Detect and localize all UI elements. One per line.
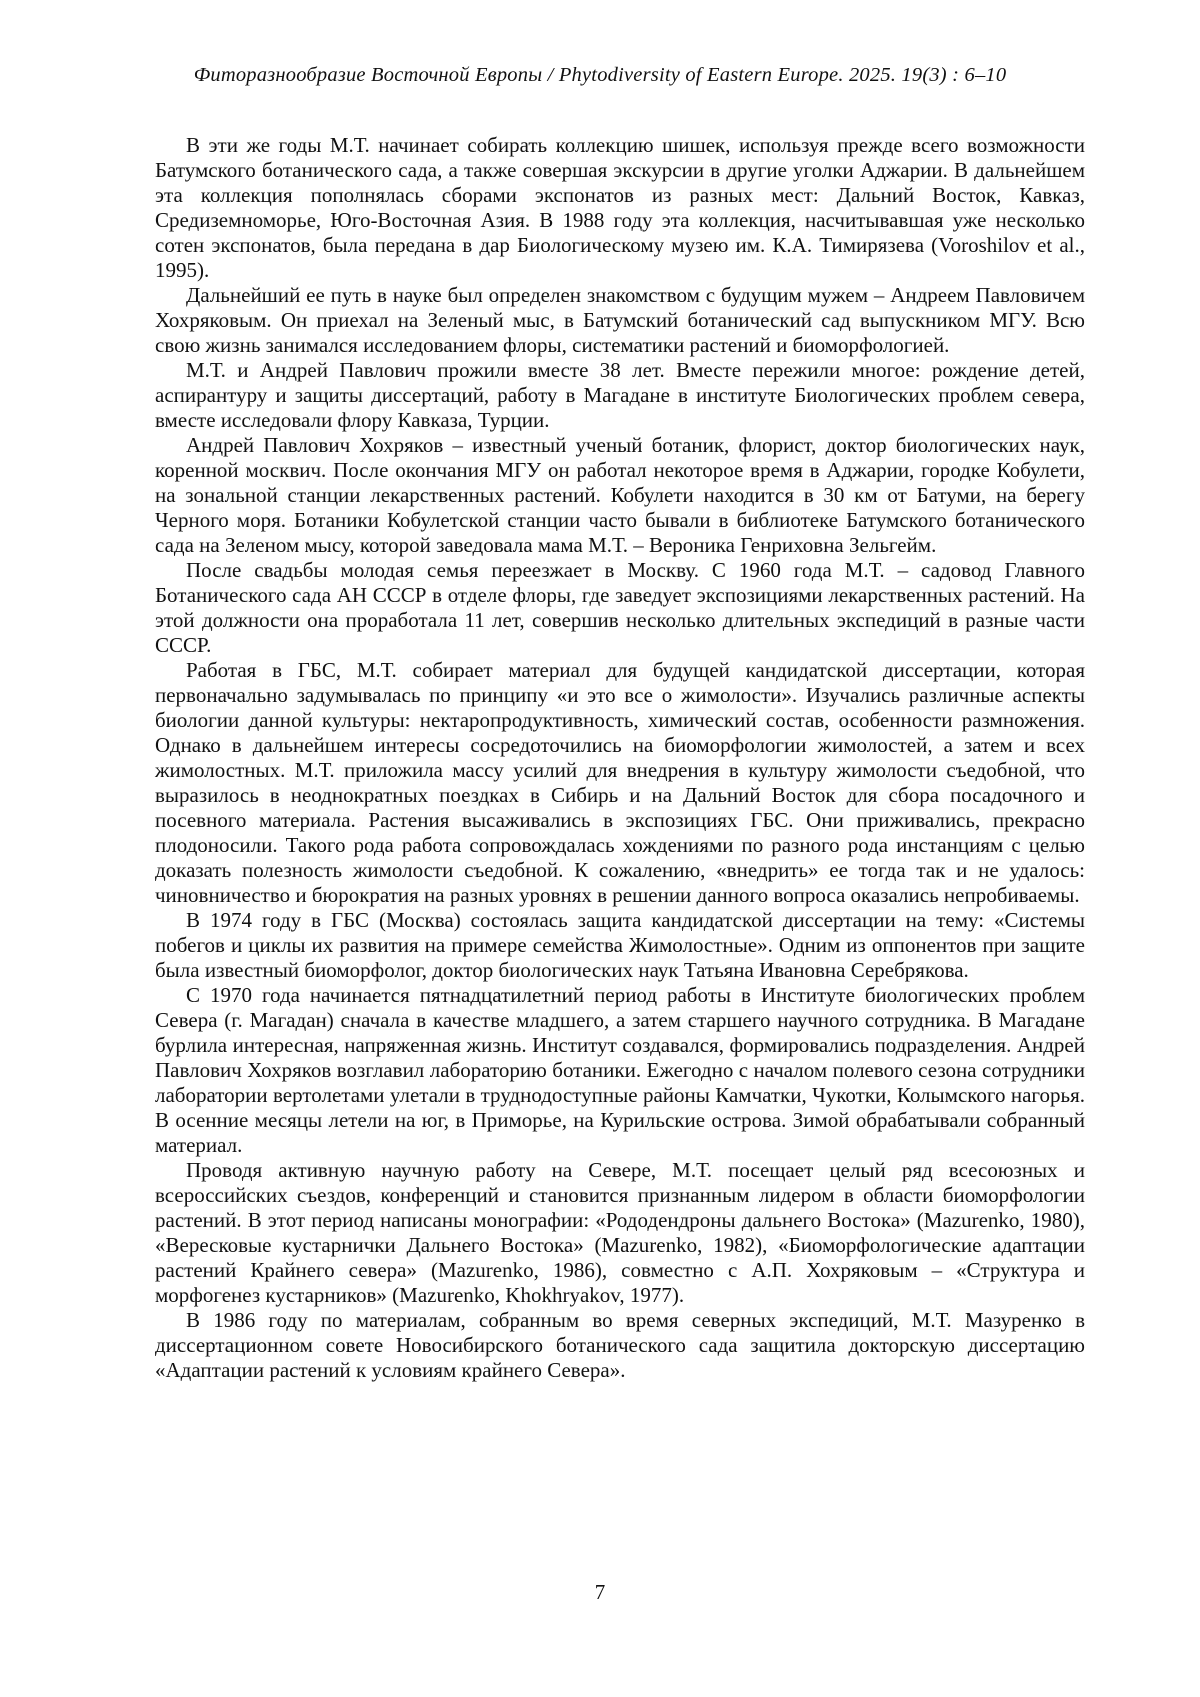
paragraph: Проводя активную научную работу на Севере, М.Т. посещает целый ряд всесоюзных и всероссийских съездов, конференций и становится признанным лидером в области биоморфологии растений. В этот период написаны монографии: «Рододендроны дальнего Востока» (Mazurenko, 1980), «Вересковые кустарнички Дальнего Востока» (Mazurenko, 1982), «Биоморфологические адаптации растений Крайнего севера» (Mazurenko, 1986), совместно с А.П. Хохряковым – «Структура и морфогенез кустарников» (Mazurenko, Khokhryakov, 1977).	[155, 1158, 1085, 1307]
paragraph: С 1970 года начинается пятнадцатилетний период работы в Институте биологических проблем Севера (г. Магадан) сначала в качестве младшего, а затем старшего научного сотрудника. В Магадане бурлила интересная, напряженная жизнь. Институт создавался, формировались подразделения. Андрей Павлович Хохряков возглавил лабораторию ботаники. Ежегодно с началом полевого сезона сотрудники лаборатории вертолетами улетали в труднодоступные районы Камчатки, Чукотки, Колымского нагорья. В осенние месяцы летели на юг, в Приморье, на Курильские острова. Зимой обрабатывали собранный материал.	[155, 983, 1085, 1157]
paragraph: М.Т. и Андрей Павлович прожили вместе 38 лет. Вместе пережили многое: рождение детей, аспирантуру и защиты диссертаций, работу в Магадане в институте Биологических проблем севера, вместе исследовали флору Кавказа, Турции.	[155, 358, 1085, 432]
paragraph: Работая в ГБС, М.Т. собирает материал для будущей кандидатской диссертации, которая первоначально задумывалась по принципу «и это все о жимолости». Изучались различные аспекты биологии данной культуры: нектаропродуктивность, химический состав, особенности размножения. Однако в дальнейшем интересы сосредоточились на биоморфологии жимолостей, а затем и всех жимолостных. М.Т. приложила массу усилий для внедрения в культуру жимолости съедобной, что выразилось в неоднократных поездках в Сибирь и на Дальний Восток для сбора посадочного и посевного материала. Растения высаживались в экспозициях ГБС. Они приживались, прекрасно плодоносили. Такого рода работа сопровождалась хождениями по разного рода инстанциям с целью доказать полезность жимолости съедобной. К сожалению, «внедрить» ее тогда так и не удалось: чиновничество и бюрократия на разных уровнях в решении данного вопроса оказались непробиваемы.	[155, 658, 1085, 907]
paragraph: В эти же годы М.Т. начинает собирать коллекцию шишек, используя прежде всего возможности Батумского ботанического сада, а также совершая экскурсии в другие уголки Аджарии. В дальнейшем эта коллекция пополнялась сборами экспонатов из разных мест: Дальний Восток, Кавказ, Средиземноморье, Юго-Восточная Азия. В 1988 году эта коллекция, насчитывавшая уже несколько сотен экспонатов, была передана в дар Биологическому музею им. К.А. Тимирязева (Voroshilov et al., 1995).	[155, 133, 1085, 282]
paragraph: Дальнейший ее путь в науке был определен знакомством с будущим мужем – Андреем Павловичем Хохряковым. Он приехал на Зеленый мыс, в Батумский ботанический сад выпускником МГУ. Всю свою жизнь занимался исследованием флоры, систематики растений и биоморфологией.	[155, 283, 1085, 357]
paragraph: В 1986 году по материалам, собранным во время северных экспедиций, М.Т. Мазуренко в диссертационном совете Новосибирского ботанического сада защитила докторскую диссертацию «Адаптации растений к условиям крайнего Севера».	[155, 1308, 1085, 1382]
paragraph: Андрей Павлович Хохряков – известный ученый ботаник, флорист, доктор биологических наук, коренной москвич. После окончания МГУ он работал некоторое время в Аджарии, городке Кобулети, на зональной станции лекарственных растений. Кобулети находится в 30 км от Батуми, на берегу Черного моря. Ботаники Кобулетской станции часто бывали в библиотеке Батумского ботанического сада на Зеленом мысу, которой заведовала мама М.Т. – Вероника Генриховна Зельгейм.	[155, 433, 1085, 557]
paragraph: После свадьбы молодая семья переезжает в Москву. С 1960 года М.Т. – садовод Главного Ботанического сада АН СССР в отделе флоры, где заведует экспозициями лекарственных растений. На этой должности она проработала 11 лет, совершив несколько длительных экспедиций в разные части СССР.	[155, 558, 1085, 657]
journal-running-title: Фиторазнообразие Восточной Европы / Phytodiversity of Eastern Europe. 2025. 19(3) : 6–10	[193, 64, 1007, 86]
article-body	[155, 133, 1085, 1383]
page-number: 7	[594, 1580, 606, 1604]
paragraph: В 1974 году в ГБС (Москва) состоялась защита кандидатской диссертации на тему: «Системы побегов и циклы их развития на примере семейства Жимолостные». Одним из оппонентов при защите была известный биоморфолог, доктор биологических наук Татьяна Ивановна Серебрякова.	[155, 908, 1085, 982]
